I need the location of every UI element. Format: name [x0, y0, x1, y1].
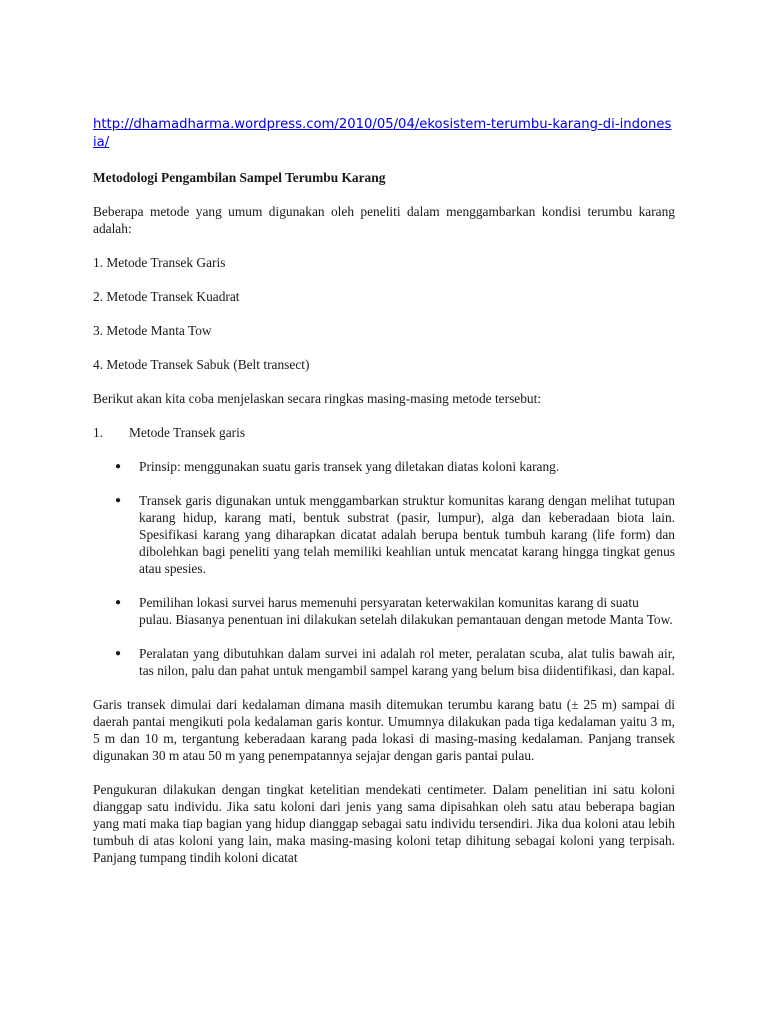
section-heading-text: Metode Transek garis — [129, 425, 246, 440]
document-title: Metodologi Pengambilan Sampel Terumbu Karang — [93, 170, 386, 185]
list-item-text: Pemilihan lokasi survei harus memenuhi persyaratan keterwakilan komunitas karang di suatu pulau. Biasanya penentuan ini dilakukan setelah dilakukan pemantauan dengan metode Manta Tow. — [139, 595, 673, 627]
method-item-3: 3. Metode Manta Tow — [93, 323, 212, 338]
list-item — [93, 458, 675, 475]
section-heading-transek-garis — [93, 424, 675, 441]
bullet-icon: ● — [115, 597, 122, 608]
method-item-4: 4. Metode Transek Sabuk (Belt transect) — [93, 357, 310, 372]
bullet-icon: ● — [115, 495, 122, 506]
list-item — [93, 645, 675, 679]
body-paragraph-2: Pengukuran dilakukan dengan tingkat ketelitian mendekati centimeter. Dalam penelitian ini satu koloni dianggap satu individu. Jika satu koloni dari jenis yang sama dipisahkan oleh satu atau beberapa bagian yang mati maka tiap bagian yang hidup dianggap sebagai satu individu tersendiri. Jika dua koloni atau lebih tumbuh di atas koloni yang lain, maka masing-masing koloni tetap dihitung sebagai koloni yang terpisah. Panjang tumpang tindih koloni dicatat — [93, 782, 675, 865]
bullet-list — [93, 458, 675, 679]
intro-paragraph: Beberapa metode yang umum digunakan oleh peneliti dalam menggambarkan kondisi terumbu karang adalah: — [93, 204, 675, 236]
bullet-icon: ● — [115, 461, 122, 472]
document-body — [93, 116, 675, 883]
list-item-text: Prinsip: menggunakan suatu garis transek yang diletakan diatas koloni karang. — [139, 459, 560, 474]
list-item-text: Peralatan yang dibutuhkan dalam survei ini adalah rol meter, peralatan scuba, alat tulis bawah air, tas nilon, palu dan pahat untuk mengambil sampel karang yang belum bisa diidentifikasi, dan kapal. — [139, 646, 675, 678]
explanation-intro: Berikut akan kita coba menjelaskan secara ringkas masing-masing metode tersebut: — [93, 391, 542, 406]
body-paragraph-1: Garis transek dimulai dari kedalaman dimana masih ditemukan terumbu karang batu (± 25 m) sampai di daerah pantai mengikuti pola kedalaman garis kontur. Umumnya dilakukan pada tiga kedalaman yaitu 3 m, 5 m dan 10 m, tergantung keberadaan karang pada lokasi di masing-masing kedalaman. Panjang transek digunakan 30 m atau 50 m yang penempatannya sejajar dengan garis pantai pulau. — [93, 697, 675, 763]
method-item-1: 1. Metode Transek Garis — [93, 255, 226, 270]
bullet-icon: ● — [115, 648, 122, 659]
list-item — [93, 492, 675, 577]
method-item-2: 2. Metode Transek Kuadrat — [93, 289, 240, 304]
list-item-text: Transek garis digunakan untuk menggambarkan struktur komunitas karang dengan melihat tutupan karang hidup, karang mati, bentuk substrat (pasir, lumpur), alga dan keberadaan biota lain. Spesifikasi karang yang diharapkan dicatat adalah berupa bentuk tumbuh karang (life form) dan dibolehkan bagi peneliti yang telah memiliki keahlian untuk mencatat karang hingga tingkat genus atau spesies. — [139, 493, 675, 576]
section-number: 1. — [93, 425, 104, 440]
list-item — [93, 594, 675, 628]
source-url-link[interactable]: http://dhamadharma.wordpress.com/2010/05/04/ekosistem-terumbu-karang-di-indonesia/ — [93, 117, 672, 150]
